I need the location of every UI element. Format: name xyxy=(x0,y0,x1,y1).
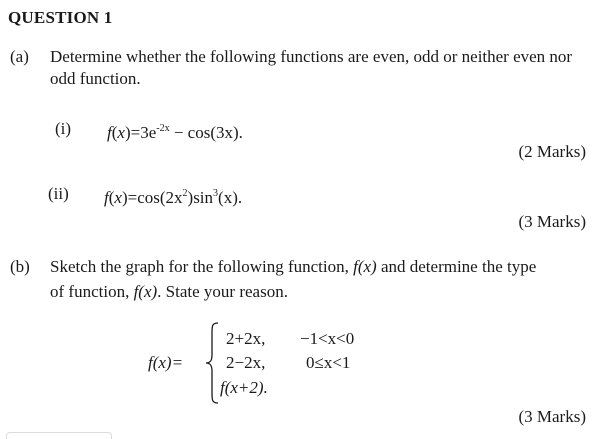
marks-a-i: (2 Marks) xyxy=(518,142,586,161)
part-b-line1-f: f(x) xyxy=(353,257,377,276)
part-a-line1: Determine whether the following functions are even, odd or neither even nor xyxy=(50,47,573,66)
eq-ii-x: x xyxy=(114,188,122,207)
piecewise-lhs xyxy=(148,353,183,373)
eq-ii-f: f xyxy=(104,188,109,207)
part-b-line1-post: and determine the type xyxy=(380,257,537,276)
part-a-line2: odd function. xyxy=(50,69,141,88)
part-b-line2-f: f(x) xyxy=(133,282,158,301)
eq-ii-exp2: 3 xyxy=(213,188,219,199)
eq-ii-mid: )sin xyxy=(187,188,214,207)
case2-expr: 2−2x, xyxy=(226,353,266,372)
part-a-ii-label: (ii) xyxy=(48,184,69,203)
marks-a-ii: (3 Marks) xyxy=(518,212,586,231)
eq-ii-eq: )=cos(2x xyxy=(121,188,183,207)
equation-a-i: $f(x)=3e^{-2x} - \cos(3x)$. xyxy=(107,123,243,142)
eq-i-eq: )=3e xyxy=(124,123,157,142)
part-b-line1-pre: Sketch the graph for the following function, xyxy=(50,257,349,276)
part-a-i-label: (i) xyxy=(55,119,72,138)
case3-expr: f(x+2). xyxy=(220,378,268,397)
part-b-line2-post: . State your reason. xyxy=(157,282,288,301)
eq-i-exp: -2x xyxy=(156,123,170,134)
piecewise-brace xyxy=(205,321,219,405)
eq-i-rest: − cos(3x). xyxy=(169,123,243,142)
eq-ii-end: (x). xyxy=(218,188,243,207)
part-a-label: (a) xyxy=(10,47,29,66)
part-b-line1 xyxy=(50,257,536,277)
case2-cond: 0≤x<1 xyxy=(306,353,351,372)
question-title: QUESTION 1 xyxy=(8,8,113,27)
marks-b: (3 Marks) xyxy=(518,407,586,426)
part-b-line2-pre: of function, xyxy=(50,282,130,301)
equation-a-ii: $f(x)=\cos(2x^2)\sin^3(x)$. xyxy=(104,188,243,207)
part-b-line2 xyxy=(50,282,288,302)
eq-ii-exp1: 2 xyxy=(182,188,188,199)
case1-cond: −1<x<0 xyxy=(300,329,355,348)
case1-expr: 2+2x, xyxy=(226,329,266,348)
part-b-label: (b) xyxy=(10,257,30,276)
piecewise-lhs-text: f(x)= xyxy=(148,353,184,372)
eq-i-x: x xyxy=(117,123,125,142)
eq-i-f: f xyxy=(107,123,112,142)
